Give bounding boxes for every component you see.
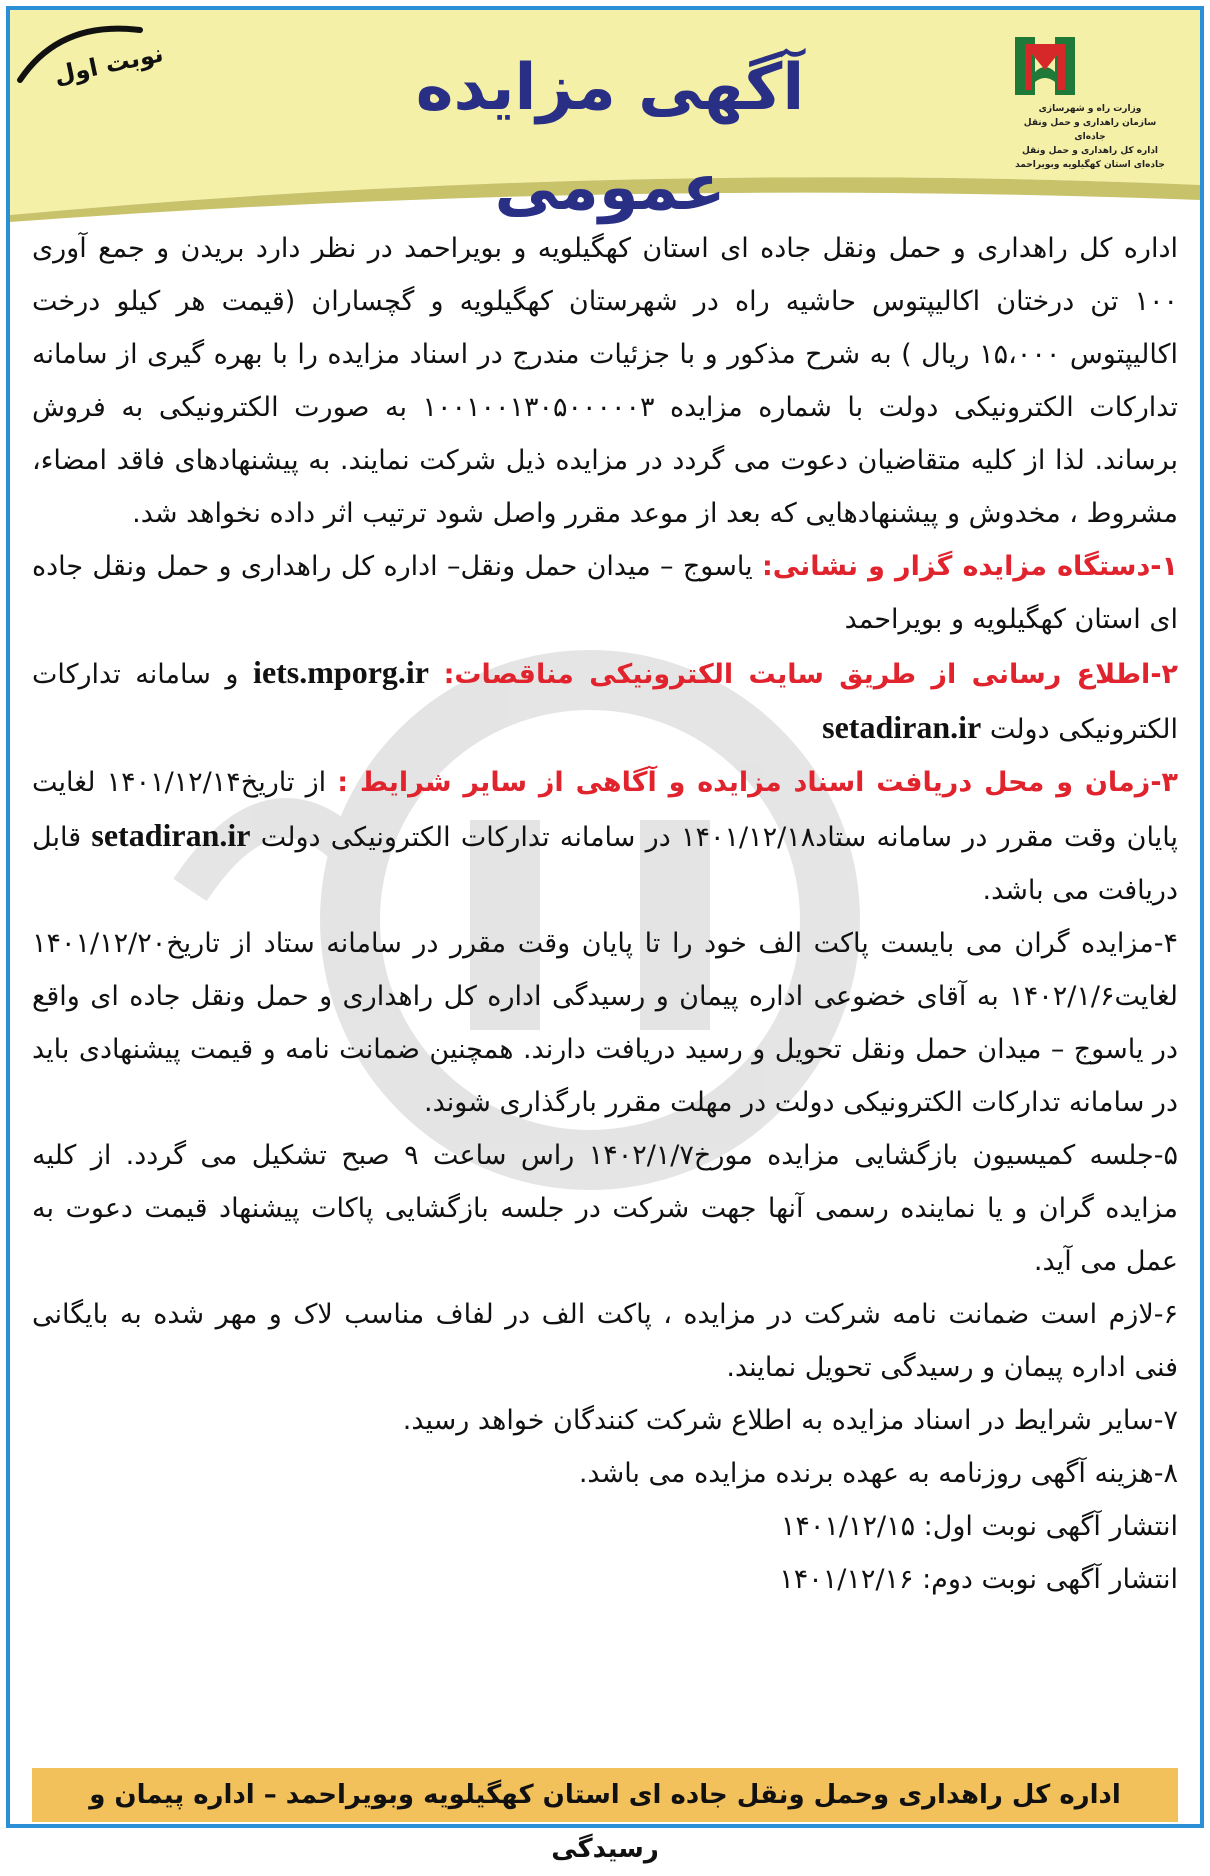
item-3-text-end: قابل دریافت می باشد.: [32, 822, 1178, 906]
logo-caption: [1010, 102, 1170, 172]
notice-frame: [6, 6, 1204, 1864]
logo-line: اداره کل راهداری و حمل ونقل: [1021, 146, 1159, 156]
item-2-label: ۲-اطلاع رسانی از طریق سایت الکترونیکی مناقصات:: [443, 659, 1179, 690]
item-8: ۸-هزینه آگهی روزنامه به عهده برنده مزایده می باشد.: [578, 1458, 1178, 1489]
item-1-text: یاسوج – میدان حمل ونقل– اداره کل راهداری و حمل ونقل جاده ای استان کهگیلویه و بویراحمد: [32, 551, 1178, 635]
header: [10, 10, 1200, 225]
setadiran-link-2[interactable]: setadiran.ir: [91, 817, 251, 853]
publish-first: انتشار آگهی نوبت اول: ۱۴۰۱/۱۲/۱۵: [780, 1511, 1178, 1542]
setadiran-link[interactable]: setadiran.ir: [822, 709, 982, 745]
iets-link[interactable]: iets.mporg.ir: [253, 654, 429, 690]
intro-paragraph: اداره کل راهداری و حمل ونقل جاده ای استان کهگیلویه و بویراحمد در نظر دارد بریدن و جمع آوری ۱۰۰ تن درختان اکالیپتوس حاشیه راه در شهرستان کهگیلویه و گچساران (قیمت هر کیلو درخت اکالیپتوس ۱۵،۰۰۰ ریال ) به شرح مذکور و با جزئیات مندرج در اسناد مزایده را با بهره گیری از سامانه تدارکات الکترونیکی دولت با شماره مزایده ۱۰۰۱۰۰۱۳۰۵۰۰۰۰۰۳ به صورت الکترونیکی به فروش برساند. لذا از کلیه متقاضیان دعوت می گردد در مزایده ذیل شرکت نمایند. به پیشنهادهای فاقد امضاء، مشروط ، مخدوش و پیشنهادهایی که بعد از موعد مقرر واصل شود ترتیب اثر داده نخواهد شد.: [32, 233, 1178, 529]
item-1-label: ۱-دستگاه مزایده گزار و نشانی:: [761, 551, 1179, 582]
ministry-logo: [1010, 32, 1170, 192]
item-2-text: و سامانه تدارکات الکترونیکی دولت: [32, 659, 1178, 745]
item-6: ۶-لازم است ضمانت نامه شرکت در مزایده ، پاکت الف در لفاف مناسب لاک و مهر شده به بایگانی فنی اداره پیمان و رسیدگی تحویل نمایند.: [32, 1299, 1178, 1383]
publish-second: انتشار آگهی نوبت دوم: ۱۴۰۱/۱۲/۱۶: [779, 1564, 1178, 1595]
item-2: [32, 646, 1178, 756]
item-7: ۷-سایر شرایط در اسناد مزایده به اطلاع شرکت کنندگان خواهد رسید.: [402, 1405, 1178, 1436]
item-3: [32, 756, 1178, 917]
notice-title: آگهی مزایده عمومی: [415, 51, 805, 225]
ministry-emblem-icon: [1010, 32, 1080, 100]
notice-body: [32, 222, 1178, 1606]
item-3-text: از تاریخ۱۴۰۱/۱۲/۱۴ لغایت پایان وقت مقرر در سامانه ستاد۱۴۰۱/۱۲/۱۸ در سامانه تدارکات الکترونیکی دولت: [32, 767, 1178, 853]
round-label: نوبت اول: [51, 39, 166, 90]
item-4: ۴-مزایده گران می بایست پاکت الف خود را تا پایان وقت مقرر در سامانه ستاد از تاریخ۱۴۰۱/۱۲/۲۰ لغایت۱۴۰۲/۱/۶ به آقای خضوعی اداره پیمان و رسیدگی اداره کل راهداری و حمل ونقل جاده ای واقع در یاسوج – میدان حمل ونقل تحویل و رسید دریافت دارند. همچنین ضمانت نامه و قیمت پیشنهادی باید در سامانه تدارکات الکترونیکی دولت در مهلت مقرر بارگذاری شوند.: [32, 928, 1178, 1118]
logo-line: سازمان راهداری و حمل ونقل جاده‌ای: [1023, 118, 1157, 142]
item-1: [32, 540, 1178, 646]
logo-line: وزارت راه و شهرسازی: [1038, 104, 1142, 114]
item-5: ۵-جلسه کمیسیون بازگشایی مزایده مورخ۱۴۰۲/۱/۷ راس ساعت ۹ صبح تشکیل می گردد. از کلیه مزایده گران و یا نماینده رسمی آنها جهت شرکت در جلسه بازگشایی پاکات پیشنهاد قیمت دعوت به عمل می آید.: [32, 1140, 1178, 1277]
footer-banner: اداره کل راهداری وحمل ونقل جاده ای استان کهگیلویه وبویراحمد – اداره پیمان و رسیدگی: [32, 1768, 1178, 1822]
item-3-label: ۳-زمان و محل دریافت اسناد مزایده و آگاهی از سایر شرایط :: [337, 767, 1179, 798]
round-arc-decoration: [10, 10, 150, 90]
logo-line: جاده‌ای استان کهگیلویه وبویراحمد: [1015, 160, 1165, 170]
